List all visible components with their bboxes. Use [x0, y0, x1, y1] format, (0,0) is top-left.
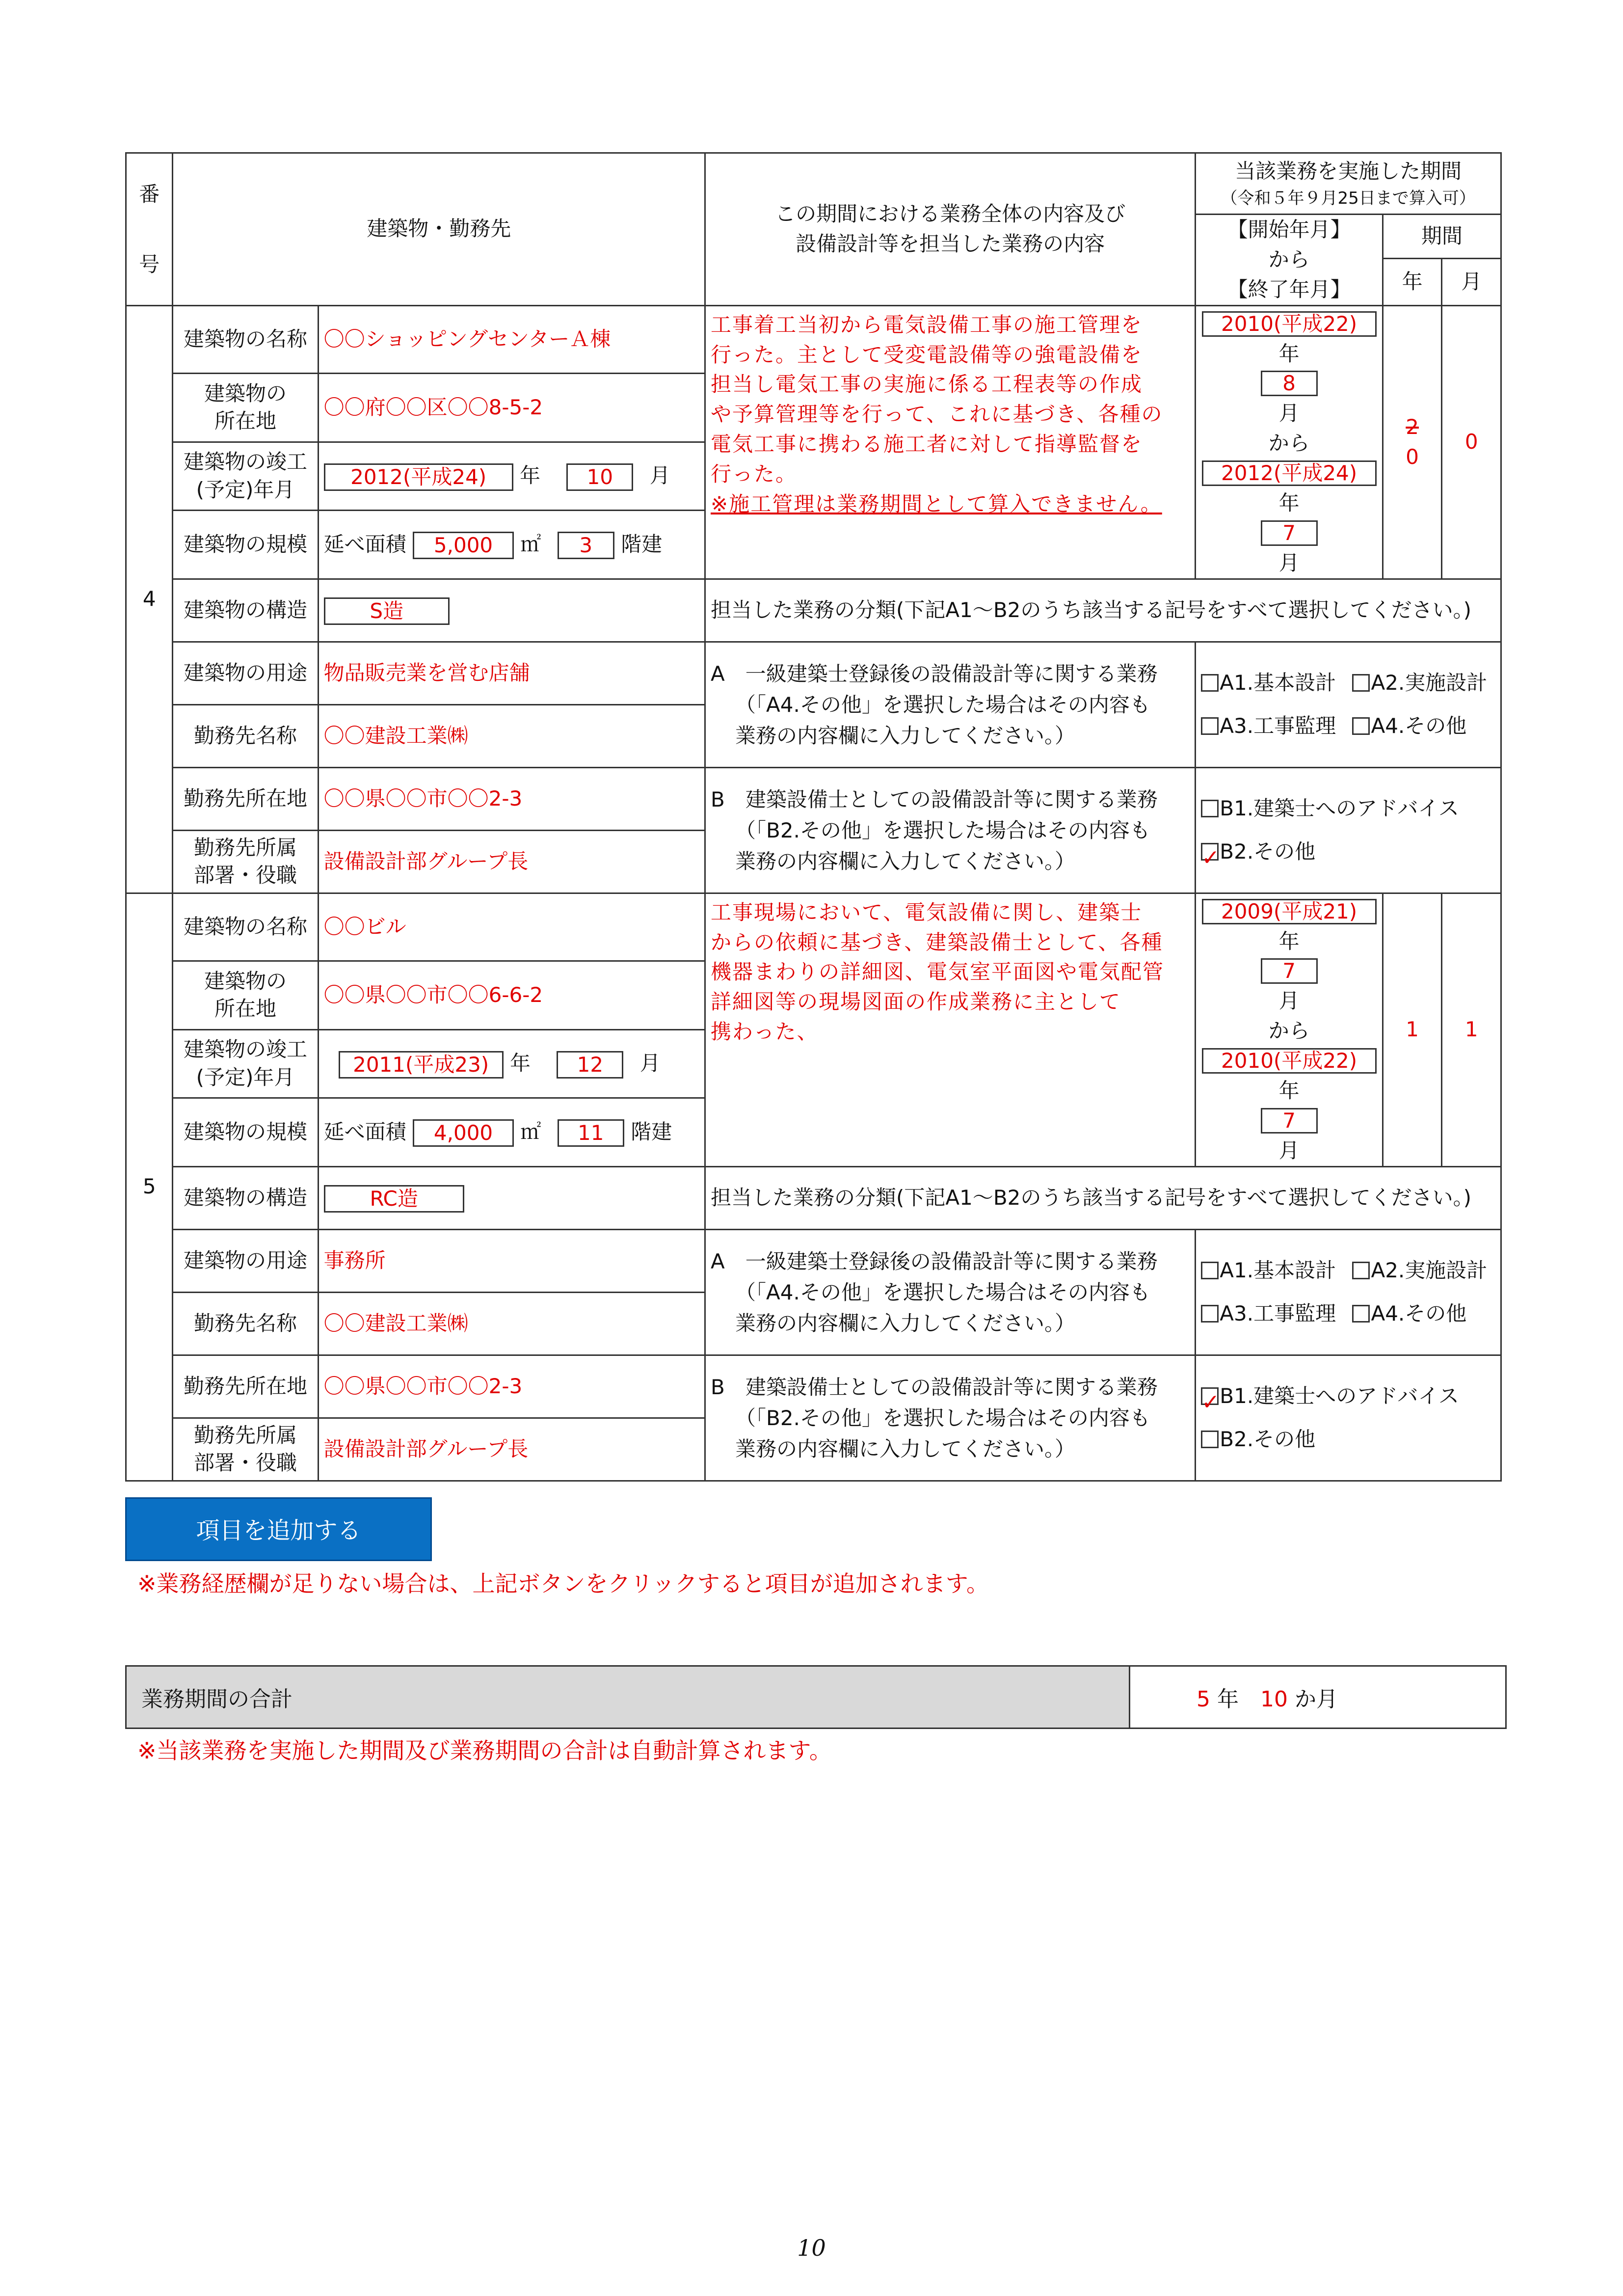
career-table: 番 号 建築物・勤務先 この期間における業務全体の内容及び 設備設計等を担当した業務の内容 当該業務を実施した期間 （令和５年９月25日まで算入可） 【開始年月】 から 【終了年月】 期間 年 月 4 建築物の名称 〇〇ショッピングセンターＡ棟 工事着工当初から電気設備工事の施工管理を 行った。主として受変電設備等の強電設備を 担当し電気工事の実施に係る工程表等の作成 や予算管理等を行って、これに基づき、各種の 電気工事に携わる施工者に対して指導監督を 行った。 ※施工管理は業務期間として算入できません。 2010(平成22) 年 8 月 から 2012(平成24) 年 7 月 2 0 0 建築物の 所在地 〇〇府〇〇区〇〇8-5-2 建築物の竣工 (予定)年月 2012(平成24) 年 10 月 建築物の規模 延べ面積 5,000 ㎡ 3 階建 建築物の構造 S造 担当した業務の分類(下記A1～B2のうち該当する記号をすべて選択してください。) 建築物の用途 物品販売業を営む店舗 A 一級建築士登録後の設備設計等に関する業務 （「A4.その他」を選択した場合はその内容も 業務の内容欄に入力してください。） A1.基本設計 A2.実施設計 A3.工事監理 A4.その他 勤務先名称 〇〇建設工業㈱ 勤務先所在地 〇〇県〇〇市〇〇2-3 B 建築設備士としての設備設計等に関する業務 （「B2.その他」を選択した場合はその内容も 業務の内容欄に入力してください。） B1.建築士へのアドバイス ✓B2.その他 勤務先所属 部署・役職 設備設計部グループ長 5 建築物の名称 〇〇ビル 工事現場において、電気設備に関し、建築士 からの依頼に基づき、建築設備士として、各種 機器まわりの詳細図、電気室平面図や電気配管 詳細図等の現場図面の作成業務に主として 携わった、 2009(平成21) 年 7 月 から 2010(平成22) 年 7 月 1 1 建築物の 所在地 〇〇県〇〇市〇〇6-6-2 建築物の竣工 (予定)年月 2011(平成23) 年 12 月 建築物の規模 延べ面積 4,000 ㎡ 11 階建 建築物の構造 RC造 担当した業務の分類(下記A1～B2のうち該当する記号をすべて選択してください。) 建築物の用途 事務所 A 一級建築士登録後の設備設計等に関する業務 （「A4.その他」を選択した場合はその内容も 業務の内容欄に入力してください。） A1.基本設計 A2.実施設計 A3.工事監理 A4.その他 勤務先名称 〇〇建設工業㈱ 勤務先所在地 〇〇県〇〇市〇〇2-3 B 建築設備士としての設備設計等に関する業務 （「B2.その他」を選択した場合はその内容も 業務の内容欄に入力してください。） ✓B1.建築士へのアドバイス B2.その他 勤務先所属 部署・役職 設備設計部グループ長	[125, 152, 1502, 1482]
total-period-table	[125, 1665, 1507, 1729]
office-name-field[interactable]: 〇〇建設工業㈱	[318, 1292, 705, 1355]
category-b-checks: ✓B1.建築士へのアドバイス B2.その他	[1196, 1355, 1501, 1481]
floor-area-input[interactable]: 4,000	[413, 1119, 514, 1147]
structure-select[interactable]: RC造	[324, 1185, 464, 1213]
a4-checkbox[interactable]	[1352, 717, 1370, 735]
completion-year-input[interactable]: 2011(平成23)	[339, 1051, 504, 1079]
a3-checkbox[interactable]	[1201, 717, 1219, 735]
floors-input[interactable]: 11	[558, 1119, 624, 1147]
category-b-text: B 建築設備士としての設備設計等に関する業務 （「B2.その他」を選択した場合はその内容も 業務の内容欄に入力してください。）	[705, 767, 1196, 893]
b2-checkbox[interactable]	[1201, 1431, 1219, 1448]
a1-checkbox[interactable]	[1201, 674, 1219, 692]
floor-area-input[interactable]: 5,000	[413, 532, 514, 559]
scale-field: 延べ面積 5,000 ㎡ 3 階建	[318, 511, 705, 579]
a4-checkbox[interactable]	[1352, 1305, 1370, 1323]
header-month: 月	[1442, 259, 1501, 306]
header-number: 番 号	[126, 153, 173, 306]
completion-field: 2012(平成24) 年 10 月	[318, 442, 705, 511]
a1-checkbox[interactable]	[1201, 1262, 1219, 1279]
header-building: 建築物・勤務先	[173, 153, 705, 306]
term-years: 2 0	[1383, 305, 1442, 579]
use-field[interactable]: 事務所	[318, 1229, 705, 1292]
period-field[interactable]: 2009(平成21) 年 7 月 から 2010(平成22) 年 7 月	[1196, 893, 1383, 1166]
b1-checkbox[interactable]	[1201, 800, 1219, 817]
work-description-field[interactable]: 工事着工当初から電気設備工事の施工管理を 行った。主として受変電設備等の強電設備を 担当し電気工事の実施に係る工程表等の作成 や予算管理等を行って、これに基づき、各種の 電気工事に携わる施工者に対して指導監督を 行った。 ※施工管理は業務期間として算入できません。	[705, 305, 1196, 579]
office-name-field[interactable]: 〇〇建設工業㈱	[318, 704, 705, 767]
office-location-field[interactable]: 〇〇県〇〇市〇〇2-3	[318, 1355, 705, 1418]
header-year: 年	[1383, 259, 1442, 306]
department-field[interactable]: 設備設計部グループ長	[318, 1418, 705, 1481]
header-content: この期間における業務全体の内容及び 設備設計等を担当した業務の内容	[705, 153, 1196, 306]
header-term: 期間	[1383, 215, 1501, 259]
entry-number: 5	[126, 893, 173, 1481]
add-item-button[interactable]: 項目を追加する	[125, 1497, 432, 1561]
entry-number: 4	[126, 305, 173, 893]
b2-checkbox[interactable]	[1201, 843, 1219, 861]
structure-field	[318, 579, 705, 642]
location-field[interactable]: 〇〇県〇〇市〇〇6-6-2	[318, 961, 705, 1030]
completion-field: 2011(平成23) 年 12 月	[318, 1029, 705, 1098]
a3-checkbox[interactable]	[1201, 1305, 1219, 1323]
location-field[interactable]: 〇〇府〇〇区〇〇8-5-2	[318, 374, 705, 442]
building-name-field[interactable]: 〇〇ビル	[318, 893, 705, 961]
work-description-field[interactable]: 工事現場において、電気設備に関し、建築士 からの依頼に基づき、建築設備士として、各種 機器まわりの詳細図、電気室平面図や電気配管 詳細図等の現場図面の作成業務に主として 携わった、	[705, 893, 1196, 1166]
a2-checkbox[interactable]	[1352, 1262, 1370, 1279]
category-b-checks: B1.建築士へのアドバイス ✓B2.その他	[1196, 767, 1501, 893]
header-period: 当該業務を実施した期間 （令和５年９月25日まで算入可）	[1196, 153, 1501, 215]
completion-year-input[interactable]: 2012(平成24)	[324, 463, 513, 491]
category-a-checks: A1.基本設計 A2.実施設計 A3.工事監理 A4.その他	[1196, 1229, 1501, 1355]
department-field[interactable]: 設備設計部グループ長	[318, 830, 705, 893]
classification-label: 担当した業務の分類(下記A1～B2のうち該当する記号をすべて選択してください。)	[705, 1166, 1501, 1229]
completion-month-input[interactable]: 12	[557, 1051, 623, 1079]
classification-label: 担当した業務の分類(下記A1～B2のうち該当する記号をすべて選択してください。)	[705, 579, 1501, 642]
structure-field	[318, 1166, 705, 1229]
add-item-note: ※業務経歴欄が足りない場合は、上記ボタンをクリックすると項目が追加されます。	[137, 1570, 989, 1597]
b1-checkbox[interactable]	[1201, 1387, 1219, 1405]
a2-checkbox[interactable]	[1352, 674, 1370, 692]
floors-input[interactable]: 3	[558, 532, 614, 559]
auto-calc-note: ※当該業務を実施した期間及び業務期間の合計は自動計算されます。	[137, 1737, 832, 1764]
use-field[interactable]: 物品販売業を営む店舗	[318, 642, 705, 704]
page-number: 10	[797, 2235, 826, 2261]
period-field[interactable]: 2010(平成22) 年 8 月 から 2012(平成24) 年 7 月	[1196, 305, 1383, 579]
category-b-text: B 建築設備士としての設備設計等に関する業務 （「B2.その他」を選択した場合はその内容も 業務の内容欄に入力してください。）	[705, 1355, 1196, 1481]
office-location-field[interactable]: 〇〇県〇〇市〇〇2-3	[318, 767, 705, 830]
term-years: 1	[1383, 893, 1442, 1166]
total-period-value: 5 年 10 か月	[1130, 1666, 1506, 1729]
term-months: 1	[1442, 893, 1501, 1166]
scale-field: 延べ面積 4,000 ㎡ 11 階建	[318, 1098, 705, 1167]
header-start-end: 【開始年月】 から 【終了年月】	[1196, 215, 1383, 306]
category-a-text: A 一級建築士登録後の設備設計等に関する業務 （「A4.その他」を選択した場合はその内容も 業務の内容欄に入力してください。）	[705, 1229, 1196, 1355]
category-a-checks: A1.基本設計 A2.実施設計 A3.工事監理 A4.その他	[1196, 642, 1501, 767]
structure-select[interactable]: S造	[324, 597, 450, 625]
category-a-text: A 一級建築士登録後の設備設計等に関する業務 （「A4.その他」を選択した場合はその内容も 業務の内容欄に入力してください。）	[705, 642, 1196, 767]
completion-month-input[interactable]: 10	[566, 463, 633, 491]
building-name-field[interactable]: 〇〇ショッピングセンターＡ棟	[318, 305, 705, 373]
term-months: 0	[1442, 305, 1501, 579]
total-period-label: 業務期間の合計	[126, 1666, 1130, 1729]
